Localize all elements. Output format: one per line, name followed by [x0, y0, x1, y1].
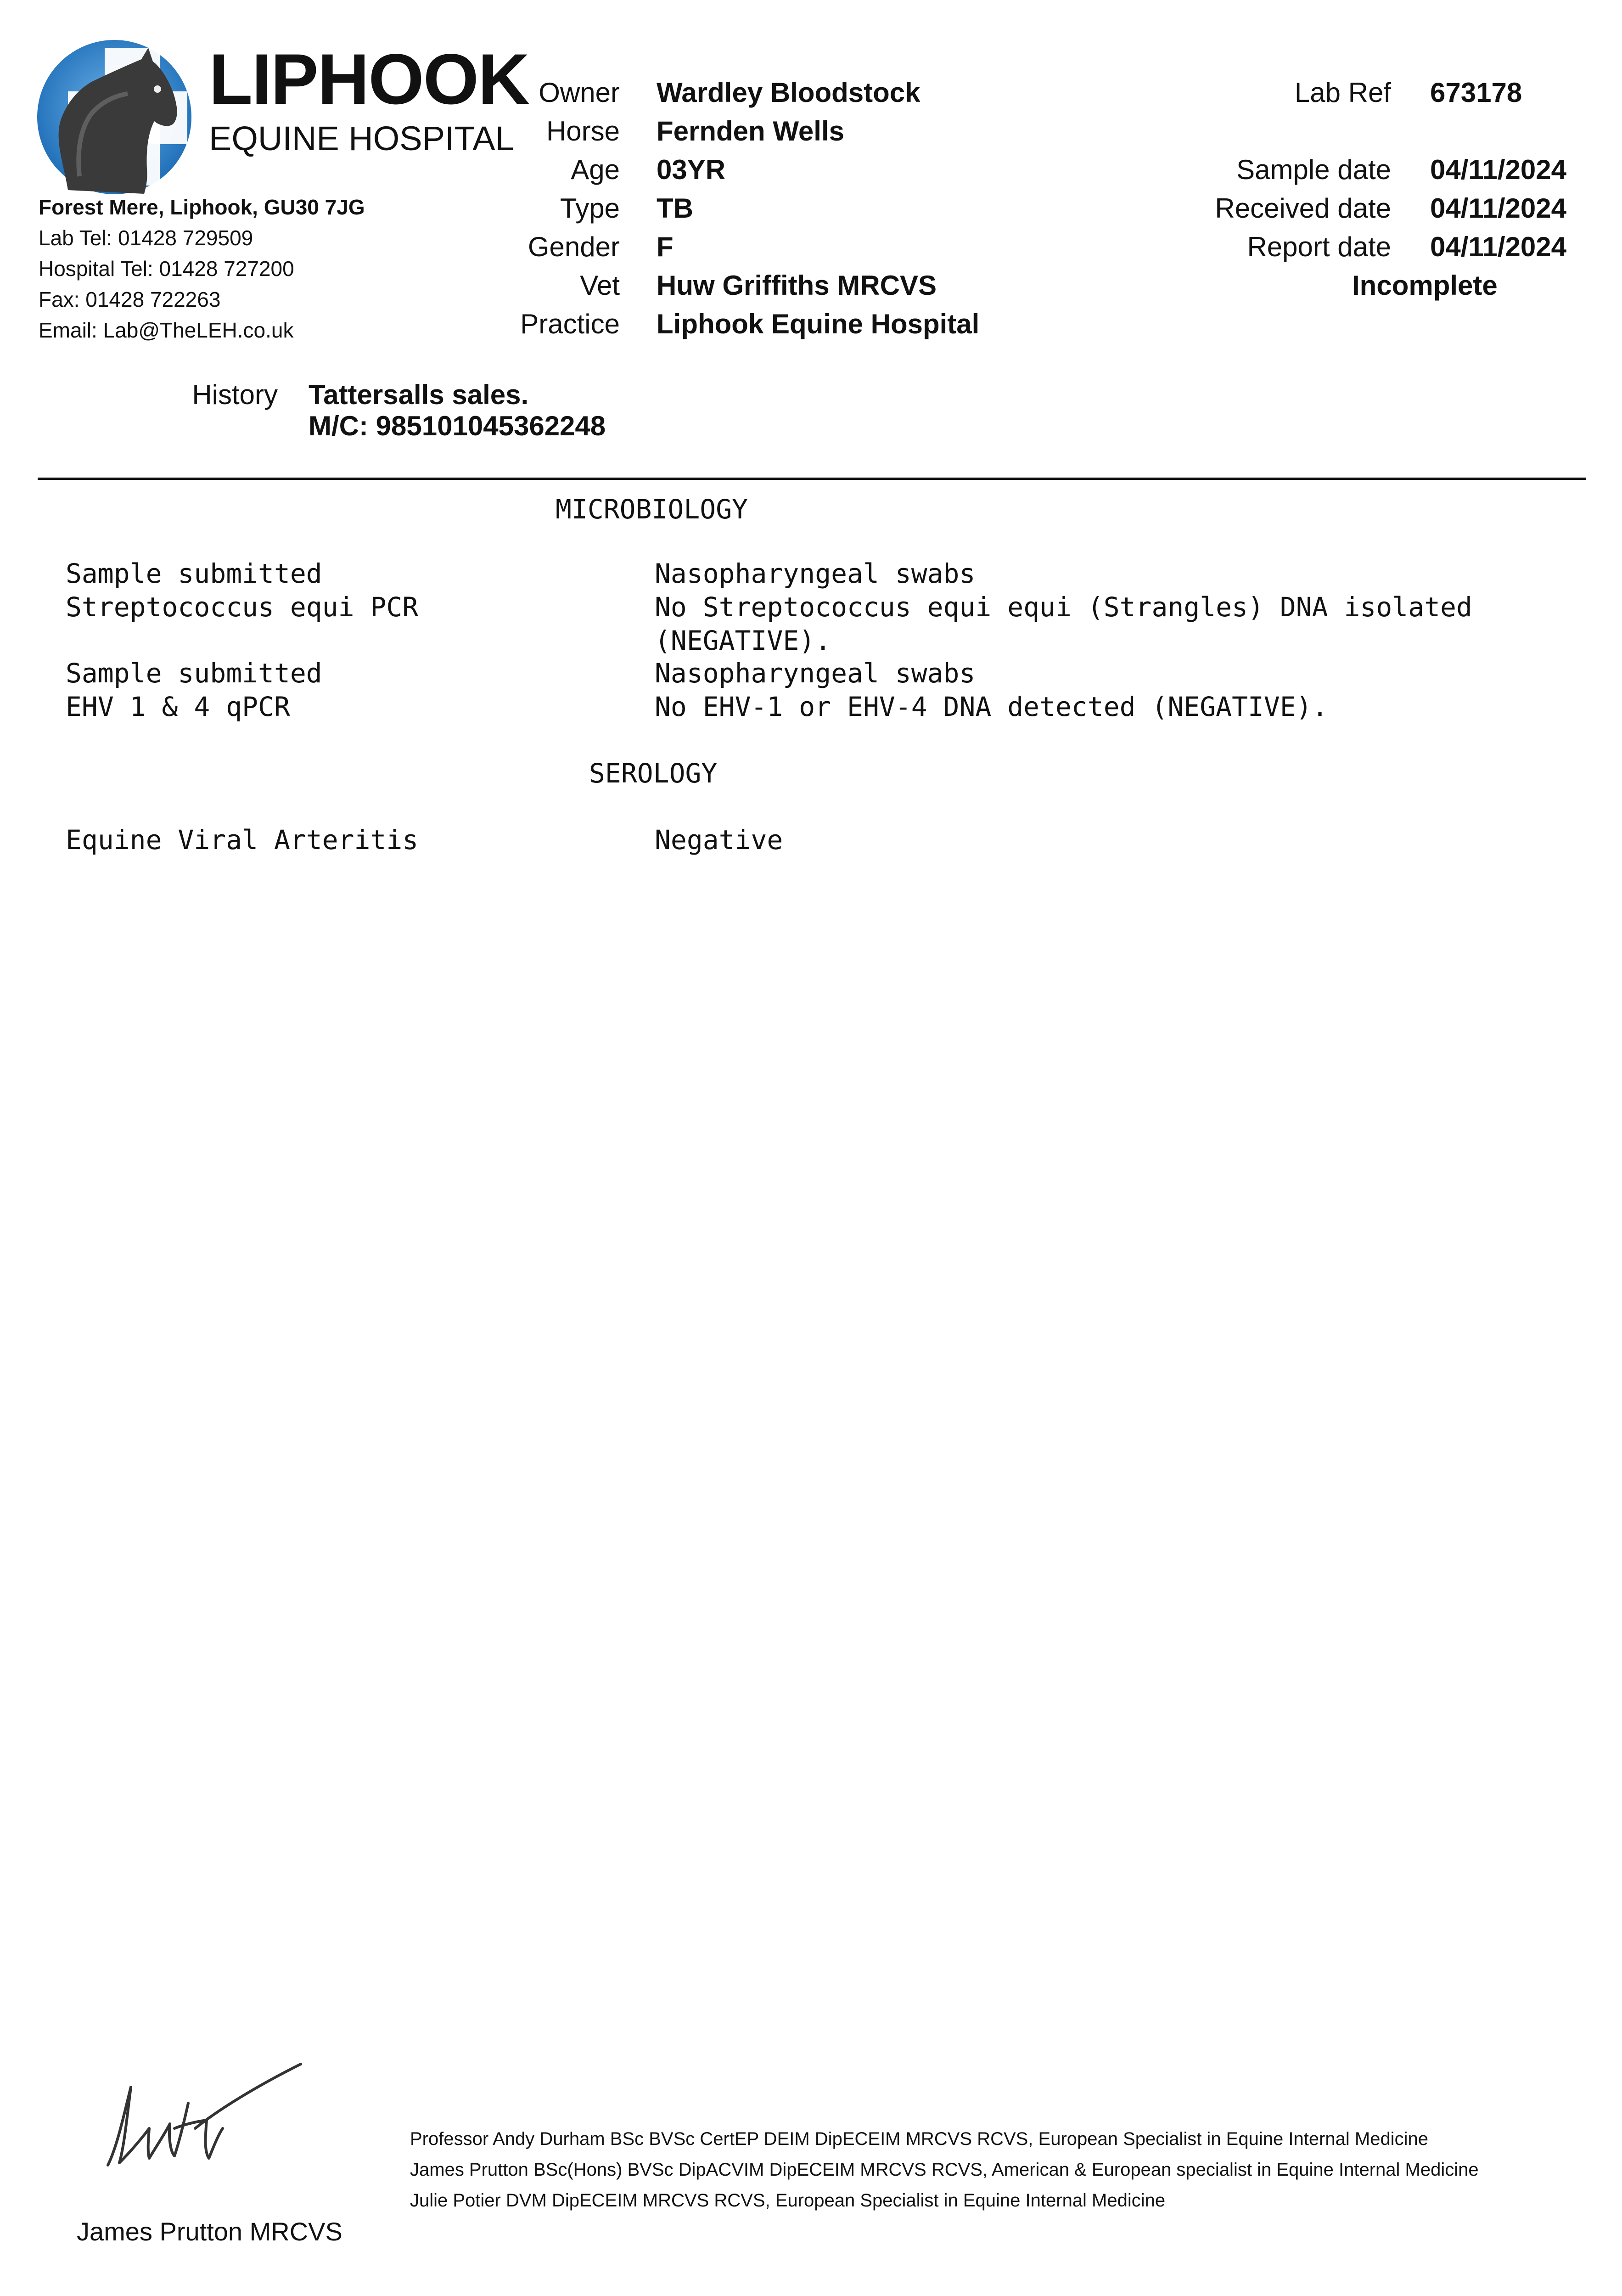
specialist-line: Professor Andy Durham BSc BVSc CertEP DEIM DipECEIM MRCVS RCVS, European Specialist in Equine Internal Medicine — [410, 2129, 1428, 2149]
result-value-continued: (NEGATIVE). — [655, 625, 831, 656]
sample-date-value: 04/11/2024 — [1430, 154, 1566, 185]
hospital-subtitle: EQUINE HOSPITAL — [209, 119, 514, 158]
report-date-value: 04/11/2024 — [1430, 231, 1566, 262]
age-label: Age — [571, 154, 620, 185]
lab-ref-value: 673178 — [1430, 77, 1522, 108]
result-value: Nasopharyngeal swabs — [655, 558, 976, 589]
result-label: Sample submitted — [66, 558, 322, 589]
specialist-line: Julie Potier DVM DipECEIM MRCVS RCVS, European Specialist in Equine Internal Medicine — [410, 2190, 1166, 2211]
practice-label: Practice — [520, 309, 620, 339]
history-line-2: M/C: 985101045362248 — [309, 411, 606, 441]
liphook-logo — [36, 39, 193, 196]
signature — [80, 2060, 310, 2183]
result-label: EHV 1 & 4 qPCR — [66, 691, 290, 722]
fax: Fax: 01428 722263 — [39, 287, 221, 311]
report-date-label: Report date — [1247, 231, 1391, 262]
vet-label: Vet — [580, 270, 620, 301]
vet-value: Huw Griffiths MRCVS — [657, 270, 937, 301]
history-label: History — [192, 379, 278, 410]
specialist-line: James Prutton BSc(Hons) BVSc DipACVIM DipECEIM MRCVS RCVS, American & European specialist in Equine Internal Medicine — [410, 2160, 1479, 2180]
received-date-label: Received date — [1215, 193, 1391, 224]
result-value: Negative — [655, 824, 783, 855]
result-value: Nasopharyngeal swabs — [655, 658, 976, 689]
history-line-1: Tattersalls sales. — [309, 379, 529, 410]
report-status: Incomplete — [1352, 270, 1498, 301]
hospital-name: LIPHOOK — [209, 39, 529, 119]
lab-ref-label: Lab Ref — [1294, 77, 1391, 108]
microbiology-heading: MICROBIOLOGY — [556, 494, 748, 525]
practice-value: Liphook Equine Hospital — [657, 309, 980, 339]
gender-label: Gender — [528, 231, 620, 262]
hospital-tel: Hospital Tel: 01428 727200 — [39, 257, 294, 281]
received-date-value: 04/11/2024 — [1430, 193, 1566, 224]
age-value: 03YR — [657, 154, 726, 185]
result-value: No EHV-1 or EHV-4 DNA detected (NEGATIVE). — [655, 691, 1328, 722]
result-value: No Streptococcus equi equi (Strangles) DNA isolated — [655, 591, 1472, 623]
type-label: Type — [560, 193, 620, 224]
type-value: TB — [657, 193, 693, 224]
header-divider — [38, 478, 1586, 480]
owner-value: Wardley Bloodstock — [657, 77, 920, 108]
horse-value: Fernden Wells — [657, 116, 844, 146]
owner-label: Owner — [539, 77, 620, 108]
email: Email: Lab@TheLEH.co.uk — [39, 318, 294, 342]
result-label: Sample submitted — [66, 658, 322, 689]
lab-tel: Lab Tel: 01428 729509 — [39, 226, 253, 250]
gender-value: F — [657, 231, 673, 262]
horse-label: Horse — [546, 116, 620, 146]
signatory-name: James Prutton MRCVS — [77, 2217, 342, 2246]
serology-heading: SEROLOGY — [589, 758, 718, 789]
sample-date-label: Sample date — [1236, 154, 1391, 185]
result-label: Streptococcus equi PCR — [66, 591, 419, 623]
result-label: Equine Viral Arteritis — [66, 824, 419, 855]
address: Forest Mere, Liphook, GU30 7JG — [39, 195, 365, 219]
